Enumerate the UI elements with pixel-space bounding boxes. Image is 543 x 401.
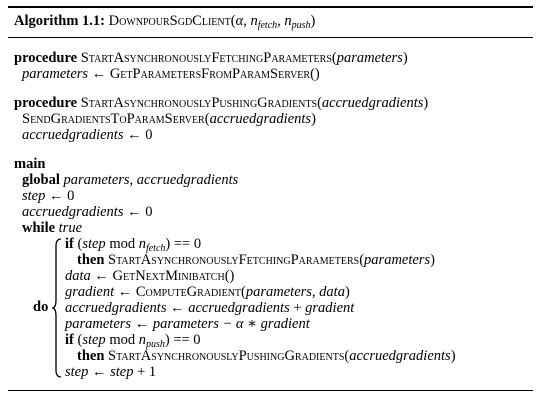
assign-op: ← [88,66,110,82]
var: parameters [65,316,132,332]
push-body-line-1 [22,111,316,128]
arg-n-push: n [284,13,292,29]
assign-op: ← [166,300,189,316]
var: step [82,332,106,348]
while-condition: true [58,220,83,236]
args-open: ( [230,13,236,29]
condition-rest: ) == 0 [164,332,201,348]
gradient-line [65,284,350,301]
paren: ) [402,50,408,66]
var: accruedgradients [188,300,290,316]
assign-op: ← 0 [123,204,153,220]
var: parameters [152,316,219,332]
var: gradient [65,284,115,300]
arg: accruedgradients [321,95,424,111]
assign-op: ← [114,284,136,300]
top-rule [8,6,533,8]
algorithm-title [14,13,315,34]
call-parens: () [224,268,235,284]
var-n: n [138,236,146,252]
function-name: GetParametersFromParamServer [109,66,311,82]
condition-rest: ) == 0 [165,236,202,252]
paren: ( [204,111,210,127]
paren: ( [344,348,350,364]
algorithm-label: Algorithm 1.1: [14,13,106,29]
accrued-update-line [65,300,354,317]
proc-name: StartAsynchronouslyFetchingParameters [80,50,332,66]
paren: ( [73,236,83,252]
main-line [14,156,45,173]
function-name: StartAsynchronouslyPushingGradients [108,348,345,364]
assign-op: ← [90,268,113,284]
comma: , [243,13,251,29]
function-name: StartAsynchronouslyFetchingParameters [108,252,360,268]
plus-one: + 1 [133,364,157,380]
while-line [22,220,82,237]
var: step [110,364,134,380]
keyword-while: while [22,220,56,236]
paren: ) [344,284,350,300]
comma: , [277,13,285,29]
proc-push-line [14,95,428,112]
paren: ) [311,111,316,127]
arg: accruedgradients [349,348,451,364]
call-parens: () [310,66,320,82]
paren: ( [331,50,337,66]
proc-fetch-line [14,50,408,67]
then-push-line [77,348,456,365]
plus-op: + [289,300,306,316]
keyword-main: main [14,156,46,172]
function-name: ComputeGradient [135,284,242,300]
assign-op: ← [88,364,111,380]
header-rule [8,37,533,38]
assign-op: ← [131,316,153,332]
paren: ) [450,348,456,364]
var: parameters [22,66,89,82]
fetch-subscript: fetch [257,20,278,31]
assign-op: ← 0 [123,127,153,143]
var: step [22,188,46,204]
push-body-line-2 [22,127,152,144]
function-name: SendGradientsToParamServer [22,111,205,127]
proc-name: StartAsynchronouslyPushingGradients [80,95,318,111]
then-fetch-line [77,252,435,269]
minus-alpha-op: − α ∗ [218,316,261,332]
fetch-subscript: fetch [145,243,166,254]
args: parameters, data [245,284,345,300]
global-line [22,172,238,189]
assign-op: ← 0 [45,188,75,204]
arg-alpha: α [235,13,244,29]
paren: ) [430,252,435,268]
function-name: GetNextMinibatch [112,268,225,284]
args-close: ) [310,13,316,29]
var: gradient [305,300,355,316]
var: step [82,236,106,252]
push-subscript: push [291,20,311,31]
var: accruedgradients [22,204,124,220]
paren: ( [317,95,322,111]
mod-op: mod [105,236,139,252]
var: data [65,268,91,284]
arg-n-fetch: n [250,13,258,29]
step-increment-line [65,364,156,381]
parameters-update-line [65,316,310,333]
push-subscript: push [145,339,165,350]
data-line [65,268,234,285]
keyword-if: if [65,236,74,252]
paren: ( [359,252,365,268]
bottom-rule [8,390,533,391]
keyword-global: global [22,172,60,188]
left-brace [52,238,62,378]
keyword-procedure: procedure [14,50,78,66]
fetch-body-line [22,66,320,83]
keyword-if: if [65,332,74,348]
paren: ( [73,332,83,348]
paren: ) [423,95,429,111]
var: accruedgradients [22,127,124,143]
arg: accruedgradients [209,111,312,127]
step-init-line [22,188,74,205]
var: gradient [260,316,310,332]
arg: parameters [364,252,431,268]
arg: parameters [336,50,403,66]
var: step [65,364,89,380]
keyword-do: do [33,299,49,315]
var-n: n [138,332,146,348]
accrued-init-line [22,204,152,221]
mod-op: mod [105,332,139,348]
keyword-then: then [77,252,105,268]
keyword-procedure: procedure [14,95,78,111]
keyword-then: then [77,348,105,364]
paren: ( [241,284,246,300]
algorithm-name: DownpourSgdClient [108,13,231,29]
global-vars: parameters, accruedgradients [63,172,239,188]
var: accruedgradients [65,300,167,316]
do-keyword-line [33,299,48,316]
